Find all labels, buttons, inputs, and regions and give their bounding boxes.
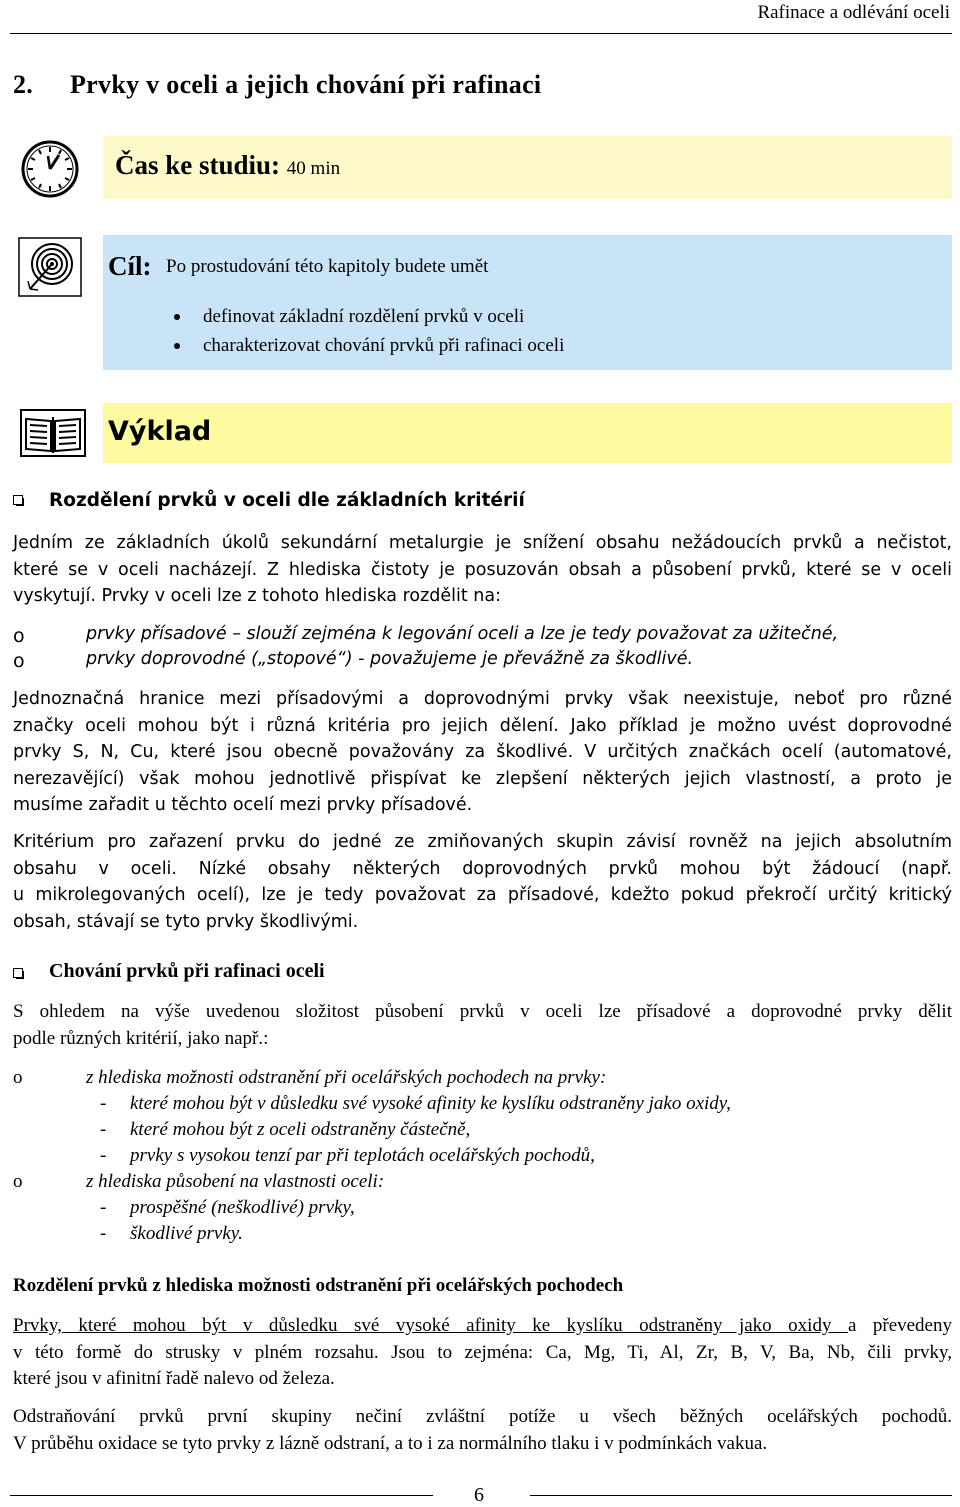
subsection-heading: Rozdělení prvků z hlediska možnosti odstranění při ocelářských pochodech: [13, 1275, 624, 1296]
underlined-text: Prvky, které mohou být v důsledku své vysoké afinity ke kyslíku odstraněny jako oxidy: [13, 1315, 848, 1336]
list-item: prvky doprovodné („stopové“) - považujeme je převážně za škodlivé.: [86, 649, 694, 669]
criterion-item: prospěšné (neškodlivé) prvky,: [130, 1197, 355, 1218]
section2-intro: [13, 999, 952, 1052]
explanation-label: Výklad: [108, 416, 212, 447]
goal-item: charakterizovat chování prvků při rafinaci oceli: [203, 331, 564, 360]
list-item: prvky přísadové – slouží zejména k legování oceli a lze je tedy považovat za užitečné,: [86, 624, 839, 644]
criterion-item: které mohou být z oceli odstraněny částečně,: [130, 1119, 471, 1140]
section1-paragraph-2: [13, 686, 952, 819]
text-line: prvky S, N, Cu, které jsou obecně považovány za škodlivé. V určitých značkách ocelí (automatové,: [13, 742, 952, 762]
page-number: 6: [474, 1484, 484, 1506]
criterion-item: škodlivé prvky.: [130, 1223, 243, 1244]
text-line: v této formě do strusky v plném rozsahu. Jsou to zejména: Ca, Mg, Ti, Al, Zr, B, V, Ba, Nb, čili prvky,: [13, 1341, 952, 1363]
text-line: Jednoznačná hranice mezi přísadovými a doprovodnými prvky však neexistuje, neboť pro různé: [13, 689, 952, 709]
section3-paragraph-1: [13, 1313, 952, 1393]
criterion-item: které mohou být v důsledku své vysoké afinity ke kyslíku odstraněny jako oxidy,: [130, 1093, 731, 1114]
goal-list: [203, 302, 564, 360]
text-line: značky oceli mohou být i různá kritéria pro jejich dělení. Jako příklad je možno uvést doprovodné: [13, 715, 952, 736]
header-divider: [10, 33, 952, 34]
text-line: S ohledem na výše uvedenou složitost působení prvků v oceli lze přísadové a doprovodné prvky dělit: [13, 1001, 952, 1022]
text-line: musíme zařadit u těchto ocelí mezi prvky přísadové.: [13, 795, 473, 815]
section-heading: Chování prvků při rafinaci oceli: [49, 960, 325, 982]
footer-divider-left: [10, 1495, 433, 1496]
text-line: nerezavějící) však mohou jednotlivě přispívat ke zlepšení některých jejich vlastností, a proto je: [13, 768, 952, 789]
criterion-item: prvky s vysokou tenzí par při teplotách ocelářských pochodů,: [130, 1145, 595, 1166]
running-header: Rafinace a odlévání oceli: [757, 2, 950, 23]
target-icon: [18, 237, 82, 297]
text-line: V průběhu oxidace se tyto prvky z lázně odstraní, a to i za normálního tlaku i v podmínkách vakua.: [13, 1432, 768, 1454]
goal-box: [8, 235, 952, 370]
study-time-label: [115, 150, 340, 181]
footer-divider-right: [530, 1495, 952, 1496]
text-line: Odstraňování prvků první skupiny nečiní zvláštní potíže u všech běžných ocelářských pochodů.: [13, 1406, 952, 1427]
criterion-title: z hlediska možnosti odstranění při ocelářských pochodech na prvky:: [86, 1067, 607, 1088]
checkbox-icon: [13, 495, 23, 505]
goal-item: definovat základní rozdělení prvků v oceli: [203, 302, 564, 331]
explanation-box: [8, 403, 952, 463]
text-line: Jedním ze základních úkolů sekundární metalurgie je snížení obsahu nežádoucích prvků a nečistot,: [13, 533, 952, 553]
text-line: u mikrolegovaných ocelí), lze je tedy považovat za přísadové, kdežto pokud překročí určitý kritický: [13, 885, 952, 905]
dash-bullet: -: [100, 1119, 107, 1140]
goal-intro: Po prostudování této kapitoly budete umět: [166, 256, 489, 277]
list-bullet: o: [13, 1171, 23, 1192]
text-fragment: a převedeny: [847, 1315, 952, 1336]
text-line: které jsou v afinitní řadě nalevo od železa.: [13, 1368, 335, 1389]
text-line: obsahu v oceli. Nízké obsahy některých doprovodných prvků mohou být žádoucí (např.: [13, 858, 952, 879]
dash-bullet: -: [100, 1145, 107, 1166]
clock-icon: [18, 138, 82, 198]
criterion-title: z hlediska působení na vlastnosti oceli:: [86, 1171, 385, 1192]
list-bullet: o: [13, 1067, 23, 1088]
study-time-label-text: Čas ke studiu:: [115, 150, 281, 180]
list-bullet: o: [13, 625, 25, 647]
section1-paragraph-3: [13, 829, 952, 935]
text-line: obsah, stávají se tyto prvky škodlivými.: [13, 911, 359, 932]
list-bullet: o: [13, 650, 25, 672]
section1-paragraph-1: [13, 530, 952, 610]
section-heading: Rozdělení prvků v oceli dle základních kritérií: [49, 490, 525, 511]
dash-bullet: -: [100, 1197, 107, 1218]
text-line: podle různých kritérií, jako např.:: [13, 1027, 269, 1049]
dash-bullet: -: [100, 1093, 107, 1114]
text-line: vyskytují. Prvky v oceli lze z tohoto hlediska rozdělit na:: [13, 586, 502, 606]
text-line: [13, 1313, 952, 1340]
section3-paragraph-2: [13, 1404, 952, 1457]
dash-bullet: -: [100, 1223, 107, 1244]
chapter-title: [13, 70, 541, 100]
goal-label: Cíl:: [108, 251, 152, 281]
checkbox-icon: [13, 968, 23, 978]
chapter-title-text: Prvky v oceli a jejich chování při rafinaci: [70, 70, 542, 99]
text-line: Kritérium pro zařazení prvku do jedné ze zmiňovaných skupin závisí rovněž na jejich absolutním: [13, 832, 952, 852]
text-line: které se v oceli nacházejí. Z hlediska čistoty je posuzován obsah a působení prvků, které se v oceli: [13, 559, 952, 580]
chapter-number: 2.: [13, 70, 34, 99]
study-time-value: 40 min: [286, 158, 341, 179]
book-icon: [20, 409, 86, 457]
study-time-box: [8, 136, 952, 199]
